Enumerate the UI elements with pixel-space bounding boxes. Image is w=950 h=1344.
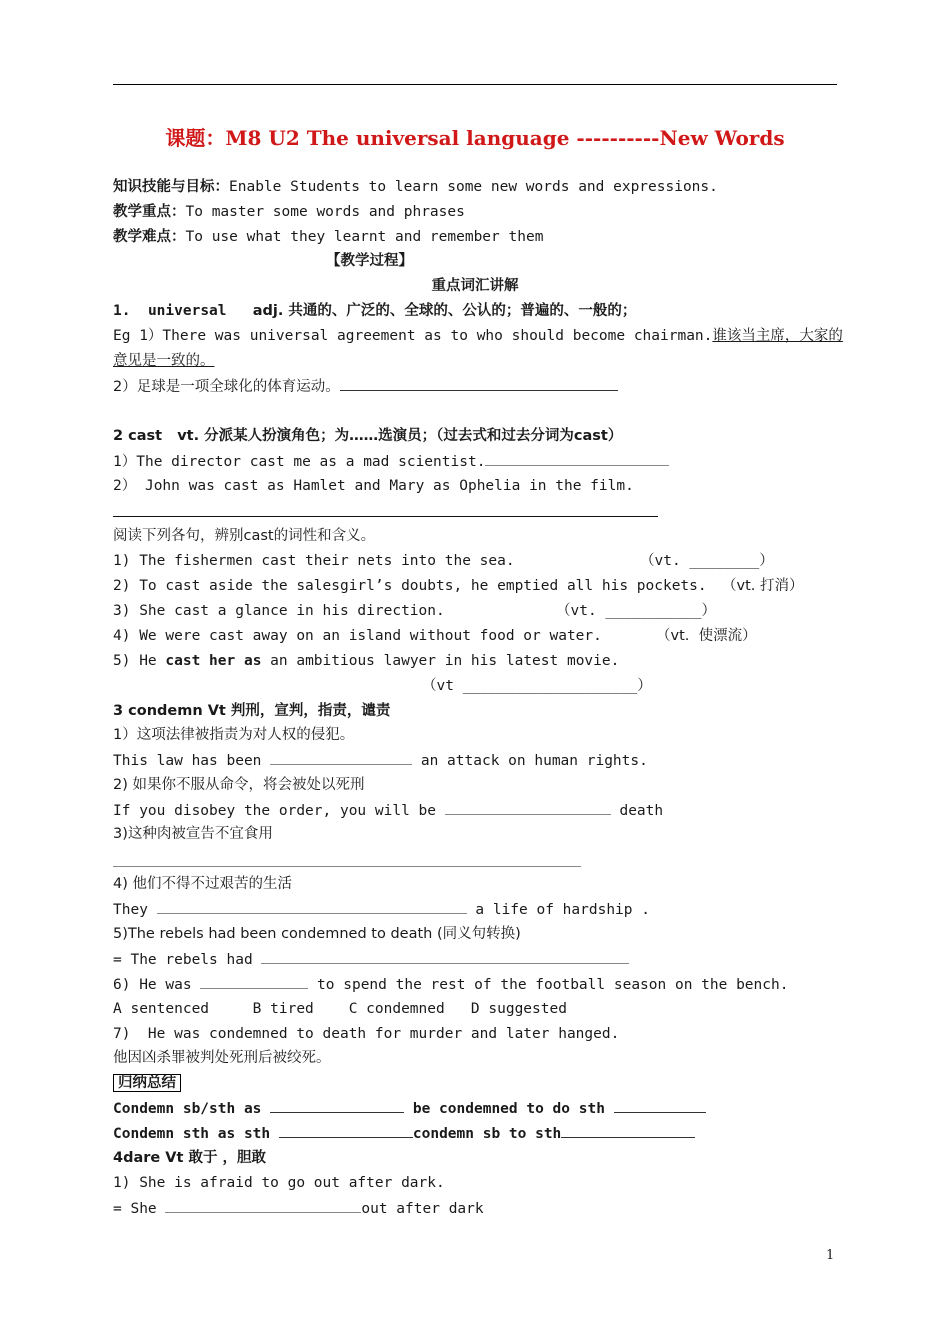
word1-example1-cont: 意见是一致的。 — [113, 353, 215, 369]
word3-s3-cn: 3)这种肉被宣告不宜食用 — [113, 826, 273, 842]
answer-blank[interactable] — [279, 1123, 413, 1138]
word2-q4: 4) We were cast away on an island without food or water. — [113, 628, 602, 644]
summary-line1: Condemn sb/sth as be condemned to do sth — [113, 1098, 706, 1119]
answer-blank[interactable] — [485, 451, 669, 466]
word3-s1-en: This law has been an attack on human rights. — [113, 750, 648, 771]
page-title: 课题：M8 U2 The universal language ----------New Words — [165, 126, 785, 150]
answer-blank[interactable] — [561, 1123, 695, 1138]
summary-line2: Condemn sth as sth condemn sb to sth — [113, 1123, 695, 1144]
word2-sentence1: 1）The director cast me as a mad scientist. — [113, 451, 669, 472]
word2-q5: 5) He cast her as an ambitious lawyer in his latest movie. — [113, 653, 620, 669]
word2-sentence2: 2） John was cast as Hamlet and Mary as Ophelia in the film. — [113, 478, 634, 494]
answer-line[interactable] — [113, 516, 658, 517]
page-number: 1 — [826, 1248, 835, 1263]
process-heading: 【教学过程】 — [326, 253, 413, 269]
word4-s1-eq: = She out after dark — [113, 1198, 484, 1219]
answer-blank[interactable] — [270, 750, 412, 765]
word2-intro: 阅读下列各句，辨别cast的词性和含义。 — [113, 528, 376, 544]
answer-blank[interactable] — [270, 1098, 404, 1113]
word1-example2: 2）足球是一项全球化的体育运动。 — [113, 376, 618, 397]
word1-example1: Eg 1）There was universal agreement as to who should become chairman.谁该当主席，大家的 — [113, 328, 843, 344]
answer-blank[interactable] — [165, 1198, 361, 1213]
word3-s4-cn: 4) 他们不得不过艰苦的生活 — [113, 876, 292, 892]
word3-s5-eq: = The rebels had — [113, 949, 629, 970]
word2-q2: 2) To cast aside the salesgirl’s doubts, he emptied all his pockets. — [113, 578, 707, 594]
word3-s2-cn: 2) 如果你不服从命令，将会被处以死刑 — [113, 777, 365, 793]
word2-q1: 1) The fishermen cast their nets into the sea. — [113, 553, 515, 569]
header-rule — [113, 84, 837, 85]
word3-s7: 7) He was condemned to death for murder and later hanged. — [113, 1026, 620, 1042]
word3-s1-cn: 1）这项法律被指责为对人权的侵犯。 — [113, 727, 355, 743]
word2-q4-note: （vt. 使漂流） — [656, 628, 757, 644]
word3-s7-cn: 他因凶杀罪被判处死刑后被绞死。 — [113, 1050, 331, 1066]
answer-blank[interactable] — [157, 899, 467, 914]
answer-blank[interactable] — [261, 949, 629, 964]
word2-q3-note: （vt. ___________） — [556, 603, 716, 619]
word4-heading: 4dare Vt 敢于 ，胆敢 — [113, 1150, 267, 1166]
word1-heading: 1. universal adj. 共通的、广泛的、全球的、公认的；普遍的、一般的； — [113, 303, 637, 319]
word2-q5-note: （vt ____________________） — [422, 678, 652, 694]
word3-s6: 6) He was to spend the rest of the football season on the bench. — [113, 974, 788, 995]
vocab-heading: 重点词汇讲解 — [431, 278, 519, 294]
answer-blank[interactable] — [445, 800, 611, 815]
answer-blank[interactable] — [200, 974, 308, 989]
word2-heading: 2 cast vt. 分派某人扮演角色；为……选演员；（过去式和过去分词为cast） — [113, 428, 623, 444]
word3-s2-en: If you disobey the order, you will be death — [113, 800, 663, 821]
word4-s1: 1) She is afraid to go out after dark. — [113, 1175, 445, 1191]
word2-q2-note: （vt. 打消） — [722, 578, 804, 594]
objective-skills: 知识技能与目标：Enable Students to learn some new words and expressions. — [113, 179, 718, 195]
objective-difficulty: 教学难点：To use what they learnt and remember them — [113, 229, 544, 245]
word2-q1-note: （vt. ________） — [640, 553, 774, 569]
word3-heading: 3 condemn Vt 判刑，宣判，指责，谴责 — [113, 703, 391, 719]
answer-line[interactable] — [113, 866, 581, 867]
answer-blank[interactable] — [340, 376, 618, 391]
word2-q3: 3) She cast a glance in his direction. — [113, 603, 445, 619]
word3-s5: 5)The rebels had been condemned to death (同义句转换) — [113, 926, 521, 942]
summary-label: 归纳总结 — [113, 1073, 181, 1093]
word3-s4-en: They a life of hardship . — [113, 899, 650, 920]
word3-s6-options: A sentenced B tired C condemned D suggested — [113, 1001, 567, 1017]
answer-blank[interactable] — [614, 1098, 706, 1113]
objective-focus: 教学重点：To master some words and phrases — [113, 204, 465, 220]
